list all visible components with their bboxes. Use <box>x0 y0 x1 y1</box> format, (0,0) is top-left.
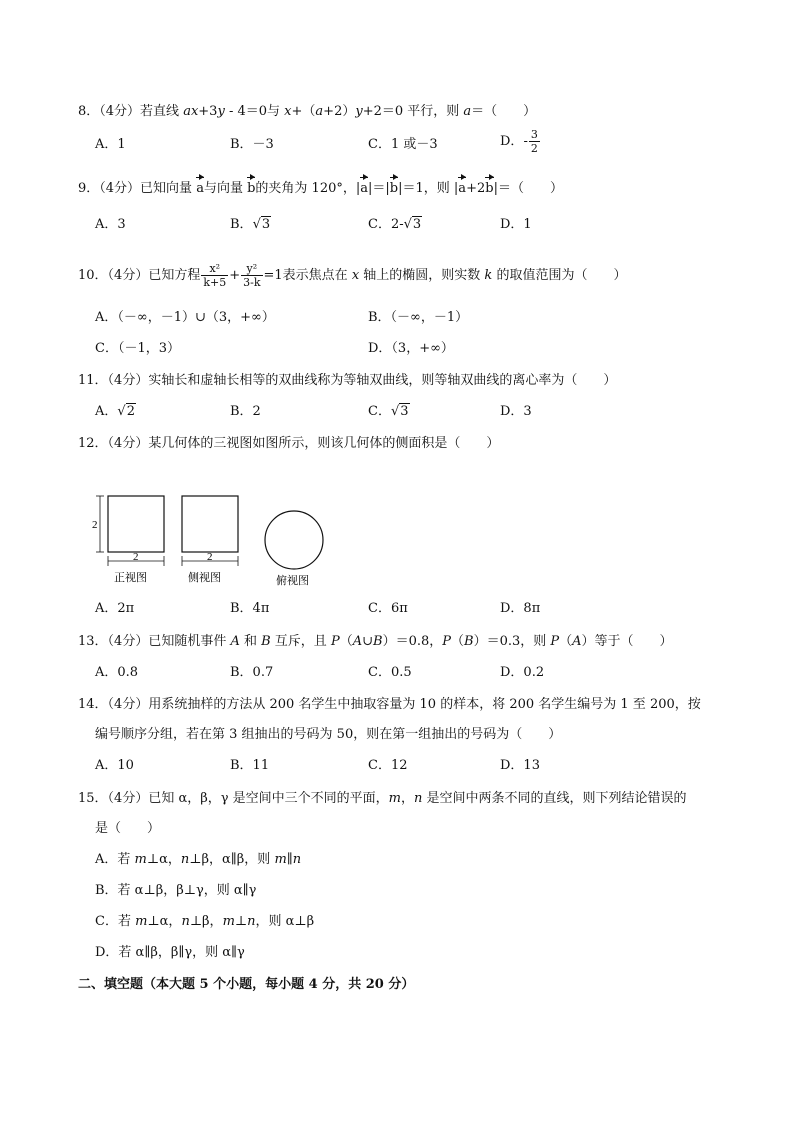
q10-stem: 10．（4分）已知方程 $\frac{\text{x²}}{k+5}$ + $\frac{\text{y²}}{3-k}$ =1表示焦点在 x 轴上的椭圆，则实数 k 的取值范围为（ ） <box>78 262 627 289</box>
q10-fraction-x: $\frac{\text{x²}}{k+5}$ <box>203 262 227 289</box>
q13-stem: 13．（4分）已知随机事件 A 和 B 互斥，且 P（A∪B）＝0.8，P（B）＝0.3，则 P（A）等于（ ） <box>78 634 673 649</box>
q11-option-c: C．√3 <box>368 404 409 419</box>
q13-option-a: A．0.8 <box>95 665 139 680</box>
q11-stem: 11．（4分）实轴长和虚轴长相等的双曲线称为等轴双曲线，则等轴双曲线的离心率为（ ） <box>78 373 617 388</box>
q13-option-c: C．0.5 <box>368 665 412 680</box>
q9-option-a: A．3 <box>95 217 126 232</box>
q11-option-b: B．2 <box>230 404 261 419</box>
q15-option-d: D．若 α∥β，β∥γ，则 α∥γ <box>95 945 245 960</box>
q12-option-a: A．2π <box>95 601 135 616</box>
q8-option-c: C．1 或－3 <box>368 137 438 152</box>
side-width-label: 2 <box>207 551 213 563</box>
front-width-label: 2 <box>133 551 139 563</box>
q9-stem: 9．（4分）已知向量 a与向量 b的夹角为 120°，|a|＝|b|＝1，则 |a+2b|＝（ ） <box>78 181 563 196</box>
q8-option-d: D．- $\frac{3}{2}$ <box>500 128 538 155</box>
q14-stem-line2: 编号顺序分组，若在第 3 组抽出的号码为 50，则在第一组抽出的号码为（ ） <box>95 727 562 742</box>
q10-option-a: A．（－∞，－1）∪（3，+∞） <box>95 310 275 325</box>
top-view-label: 俯视图 <box>276 574 309 587</box>
side-view-square <box>182 496 238 552</box>
front-view-label: 正视图 <box>114 571 147 584</box>
q12-option-d: D．8π <box>500 601 541 616</box>
q10-option-d: D．（3，+∞） <box>368 341 454 356</box>
three-view-figure <box>88 490 338 590</box>
q15-option-b: B．若 α⊥β，β⊥γ，则 α∥γ <box>95 883 257 898</box>
q14-stem-line1: 14．（4分）用系统抽样的方法从 200 名学生中抽取容量为 10 的样本，将 200 名学生编号为 1 至 200，按 <box>78 697 701 712</box>
q8-option-b: B．－3 <box>230 137 274 152</box>
q9-option-c: C．2-√3 <box>368 217 422 232</box>
front-view-square <box>108 496 164 552</box>
q14-option-d: D．13 <box>500 758 540 773</box>
q12-option-c: C．6π <box>368 601 408 616</box>
q15-stem-line1: 15．（4分）已知 α，β，γ 是空间中三个不同的平面，m，n 是空间中两条不同的直线，则下列结论错误的 <box>78 791 687 806</box>
q10-option-b: B．（－∞，－1） <box>368 310 469 325</box>
top-view-circle <box>265 511 323 569</box>
q14-option-a: A．10 <box>95 758 134 773</box>
q8-fraction: $\frac{3}{2}$ <box>530 128 538 155</box>
q12-stem: 12．（4分）某几何体的三视图如图所示，则该几何体的侧面积是（ ） <box>78 436 500 451</box>
q15-option-c: C．若 m⊥α，n⊥β，m⊥n，则 α⊥β <box>95 914 315 929</box>
q11-option-a: A．√2 <box>95 404 135 419</box>
q15-stem-line2: 是（ ） <box>95 821 161 836</box>
q13-option-d: D．0.2 <box>500 665 545 680</box>
q14-option-b: B．11 <box>230 758 270 773</box>
q10-option-c: C．（－1，3） <box>95 341 180 356</box>
q8-option-a: A．1 <box>95 137 126 152</box>
side-view-label: 侧视图 <box>188 571 221 584</box>
q9-option-d: D．1 <box>500 217 532 232</box>
front-height-label: 2 <box>92 519 98 531</box>
q15-option-a: A．若 m⊥α，n⊥β，α∥β，则 m∥n <box>95 852 302 867</box>
section-title-fill-in: 二、填空题（本大题 5 个小题，每小题 4 分，共 20 分） <box>78 977 415 992</box>
q10-fraction-y: $\frac{\text{y²}}{3-k}$ <box>243 262 261 289</box>
q12-option-b: B．4π <box>230 601 270 616</box>
q11-option-d: D．3 <box>500 404 532 419</box>
q8-stem: 8．（4分）若直线 ax+3y - 4＝0与 x+（a+2）y+2＝0 平行，则 a＝（ ） <box>78 104 537 119</box>
q14-option-c: C．12 <box>368 758 408 773</box>
q13-option-b: B．0.7 <box>230 665 274 680</box>
q9-option-b: B．√3 <box>230 217 271 232</box>
